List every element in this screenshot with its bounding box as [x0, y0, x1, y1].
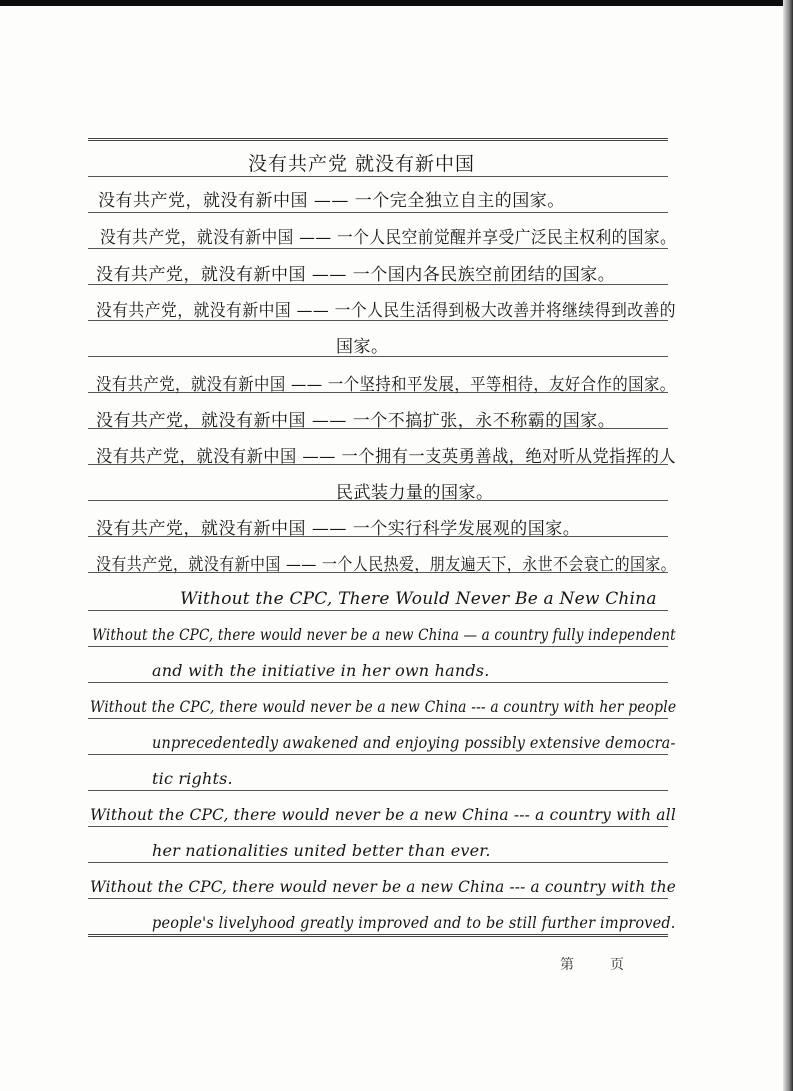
english-line: Without the CPC, there would never be a new China --- a country with the [90, 877, 677, 896]
ruled-line [88, 826, 668, 827]
ruled-line [88, 790, 668, 791]
chinese-line: 没有共产党，就没有新中国 —— 一个拥有一支英勇善战，绝对听从党指挥的人 [96, 447, 677, 467]
english-line: Without the CPC, there would never be a new China --- a country with all [90, 805, 676, 824]
english-line-continuation: tic rights. [152, 769, 233, 788]
chinese-line: 没有共产党，就没有新中国 —— 一个坚持和平发展，平等相待，友好合作的国家。 [96, 375, 676, 395]
chinese-title: 没有共产党 就没有新中国 [248, 153, 476, 175]
chinese-line: 没有共产党，就没有新中国 —— 一个不搞扩张，永不称霸的国家。 [96, 411, 616, 431]
top-double-rule [88, 138, 668, 141]
ruled-line [88, 212, 668, 213]
english-line: Without the CPC, there would never be a new China --- a country with her people [90, 697, 677, 716]
page-label-prefix: 第 [560, 957, 574, 973]
chinese-line: 没有共产党，就没有新中国 —— 一个实行科学发展观的国家。 [96, 519, 581, 539]
chinese-line: 没有共产党，就没有新中国 —— 一个人民生活得到极大改善并将继续得到改善的 [96, 301, 676, 321]
ruled-line [88, 754, 668, 755]
ruled-line [88, 610, 668, 611]
english-line-continuation: unprecedentedly awakened and enjoying possibly extensive democra- [152, 733, 676, 752]
page-label-suffix: 页 [610, 957, 624, 973]
ruled-line [88, 646, 668, 647]
bottom-double-rule [88, 934, 668, 937]
english-line-continuation: people's livelyhood greatly improved and to be still further improved. [152, 913, 676, 932]
ruled-line [88, 898, 668, 899]
chinese-line: 没有共产党，就没有新中国 —— 一个人民热爱，朋友遍天下，永世不会衰亡的国家。 [96, 555, 677, 575]
english-title: Without the CPC, There Would Never Be a New China [180, 589, 657, 609]
chinese-line-continuation: 民武装力量的国家。 [336, 483, 494, 503]
ruled-line [88, 862, 668, 863]
english-line-continuation: and with the initiative in her own hands. [152, 661, 490, 680]
chinese-line: 没有共产党，就没有新中国 —— 一个完全独立自主的国家。 [98, 191, 565, 211]
english-line-continuation: her nationalities united better than ever. [152, 841, 491, 860]
chinese-line: 没有共产党，就没有新中国 —— 一个人民空前觉醒并享受广泛民主权利的国家。 [100, 228, 677, 248]
chinese-line: 没有共产党，就没有新中国 —— 一个国内各民族空前团结的国家。 [96, 265, 616, 285]
ruled-line [88, 248, 668, 249]
ruled-line [88, 682, 668, 683]
ruled-line [88, 176, 668, 177]
chinese-line-continuation: 国家。 [336, 337, 389, 357]
scan-edge-right [783, 0, 793, 1091]
page-number-footer [560, 954, 624, 974]
lined-paper-page [0, 6, 783, 1091]
ruled-line [88, 718, 668, 719]
english-line: Without the CPC, there would never be a new China — a country fully independent [92, 625, 676, 644]
